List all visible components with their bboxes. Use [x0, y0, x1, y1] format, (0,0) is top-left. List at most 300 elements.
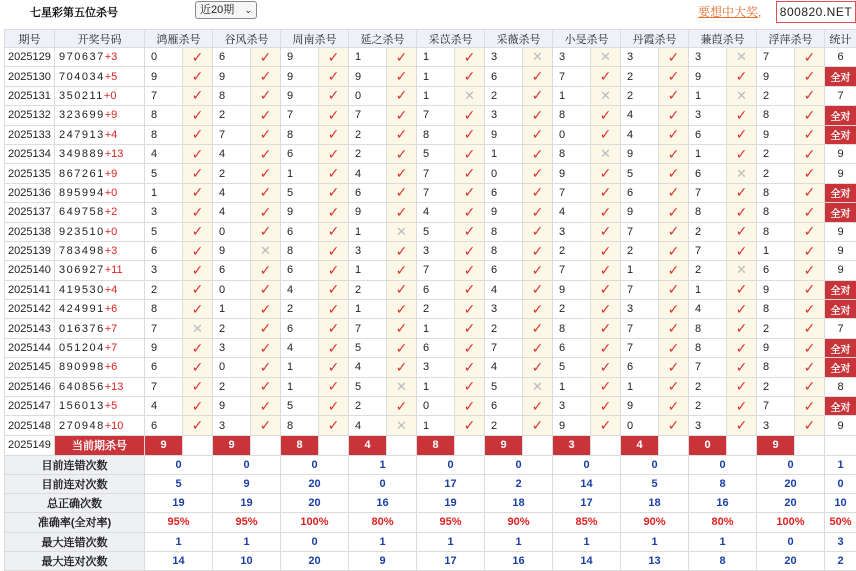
kill-value: 8: [757, 300, 795, 319]
kill-value: 8: [553, 319, 591, 338]
result-mark: [659, 280, 689, 299]
period-cell: 2025148: [5, 416, 55, 435]
kill-value: 5: [621, 164, 659, 183]
check-icon: ✓: [804, 146, 816, 162]
check-icon: ✓: [192, 281, 204, 297]
kill-value: 7: [757, 397, 795, 416]
kill-value: 0: [349, 86, 387, 105]
kill-value: 8: [417, 125, 455, 144]
kill-value: 7: [621, 222, 659, 241]
kill-value: 1: [417, 86, 455, 105]
kill-value: 5: [485, 377, 523, 396]
check-icon: ✓: [804, 301, 816, 317]
check-icon: ✓: [600, 184, 612, 200]
result-mark: [727, 106, 757, 125]
numbers-cell: [55, 164, 145, 183]
check-icon: ✓: [464, 398, 476, 414]
result-mark: [659, 86, 689, 105]
kill-value: 8: [485, 241, 523, 260]
result-mark: [591, 203, 621, 222]
check-icon: ✓: [600, 223, 612, 239]
check-icon: ✓: [804, 378, 816, 394]
numbers-cell: [55, 397, 145, 416]
check-icon: ✓: [804, 417, 816, 433]
check-icon: ✓: [600, 165, 612, 181]
result-mark: [659, 125, 689, 144]
cross-icon: ✕: [260, 243, 271, 258]
check-icon: ✓: [192, 49, 204, 65]
result-mark: [251, 261, 281, 280]
kill-value: 6: [281, 319, 319, 338]
result-mark: [727, 86, 757, 105]
kill-value: 5: [417, 222, 455, 241]
check-icon: ✓: [396, 243, 408, 259]
kill-value: 3: [485, 300, 523, 319]
result-mark: [659, 144, 689, 163]
result-mark: [523, 377, 553, 396]
promo-link[interactable]: 要想中大奖,: [698, 3, 761, 20]
check-icon: ✓: [192, 378, 204, 394]
check-icon: ✓: [668, 223, 680, 239]
numbers-cell: [55, 261, 145, 280]
period-cell: 2025134: [5, 144, 55, 163]
result-mark: [591, 397, 621, 416]
kill-value: 6: [281, 222, 319, 241]
sum-span: +7: [105, 342, 118, 354]
period-cell: 2025129: [5, 48, 55, 67]
stat-value: 100%: [757, 513, 825, 532]
winning-numbers: 704034: [59, 71, 105, 83]
result-mark: [319, 164, 349, 183]
check-icon: ✓: [328, 107, 340, 123]
check-icon: ✓: [668, 262, 680, 278]
check-icon: ✓: [192, 165, 204, 181]
stat-label: 目前连对次数: [5, 475, 145, 494]
kill-value: 2: [349, 125, 387, 144]
check-icon: ✓: [804, 126, 816, 142]
result-mark: [319, 377, 349, 396]
winning-numbers: 640856: [59, 381, 105, 393]
stat-value: 0: [621, 455, 689, 474]
kill-value: 2: [281, 300, 319, 319]
stat-value: 19: [213, 494, 281, 513]
numbers-cell: [55, 106, 145, 125]
result-mark: [659, 203, 689, 222]
stat-total: 0: [825, 475, 856, 494]
kill-value: 9: [621, 203, 659, 222]
kill-value: 9: [689, 67, 727, 86]
check-icon: ✓: [192, 184, 204, 200]
kill-value: 1: [349, 48, 387, 67]
result-mark: [727, 377, 757, 396]
check-icon: ✓: [260, 146, 272, 162]
kill-value: 2: [349, 144, 387, 163]
result-mark: [183, 183, 213, 202]
result-mark: [659, 241, 689, 260]
check-icon: ✓: [464, 165, 476, 181]
kill-value: 9: [213, 67, 251, 86]
period-cell: 2025144: [5, 338, 55, 357]
period-cell: 2025145: [5, 358, 55, 377]
result-mark: [183, 222, 213, 241]
result-mark: [523, 203, 553, 222]
kill-value: 1: [281, 358, 319, 377]
kill-value: 2: [213, 106, 251, 125]
stats-cell: 全对: [825, 67, 856, 86]
kill-value: 4: [485, 280, 523, 299]
stats-cell: 7: [825, 86, 856, 105]
result-mark: [727, 203, 757, 222]
result-mark: [387, 144, 417, 163]
result-mark: [795, 86, 825, 105]
sum-span: +2: [105, 206, 118, 218]
page-title: 七星彩第五位杀号: [30, 4, 118, 20]
kill-value: 4: [213, 183, 251, 202]
kill-value: 2: [621, 67, 659, 86]
check-icon: ✓: [532, 165, 544, 181]
stat-value: 1: [349, 532, 417, 551]
stat-value: 95%: [213, 513, 281, 532]
table-row: [5, 183, 856, 202]
kill-value: 7: [689, 183, 727, 202]
kill-value: 9: [553, 280, 591, 299]
kill-value: 4: [689, 300, 727, 319]
check-icon: ✓: [600, 204, 612, 220]
kill-value: 1: [349, 222, 387, 241]
check-icon: ✓: [668, 204, 680, 220]
result-mark: [795, 319, 825, 338]
kill-value: 9: [485, 125, 523, 144]
kill-value: 3: [349, 241, 387, 260]
col-expert: 采苡杀号: [417, 30, 485, 48]
kill-value: 1: [553, 377, 591, 396]
col-numbers: 开奖号码: [55, 30, 145, 48]
kill-value: 1: [417, 416, 455, 435]
kill-value: 4: [281, 280, 319, 299]
result-mark: [319, 358, 349, 377]
stat-row: [5, 513, 856, 532]
result-mark: [523, 300, 553, 319]
check-icon: ✓: [804, 184, 816, 200]
result-mark: [183, 144, 213, 163]
check-icon: ✓: [464, 320, 476, 336]
stat-value: 1: [145, 532, 213, 551]
check-icon: ✓: [192, 146, 204, 162]
stat-value: 20: [757, 475, 825, 494]
result-mark: [455, 183, 485, 202]
result-mark: [387, 164, 417, 183]
stat-value: 20: [281, 551, 349, 570]
check-icon: ✓: [804, 87, 816, 103]
winning-numbers: 156013: [59, 400, 105, 412]
check-icon: ✓: [736, 223, 748, 239]
result-mark: [183, 241, 213, 260]
check-icon: ✓: [668, 184, 680, 200]
kill-value: 4: [417, 203, 455, 222]
numbers-cell: [55, 144, 145, 163]
result-mark: [659, 106, 689, 125]
kill-value: 6: [621, 358, 659, 377]
result-mark: [183, 125, 213, 144]
check-icon: ✓: [396, 398, 408, 414]
stat-value: 20: [757, 494, 825, 513]
kill-value: 8: [689, 319, 727, 338]
kill-value: 8: [757, 222, 795, 241]
result-mark: [659, 164, 689, 183]
check-icon: ✓: [532, 243, 544, 259]
result-mark: [183, 300, 213, 319]
blank-cell: [591, 435, 621, 455]
numbers-cell: [55, 125, 145, 144]
result-mark: [659, 300, 689, 319]
kill-value: 3: [417, 241, 455, 260]
check-icon: ✓: [464, 107, 476, 123]
stat-value: 16: [349, 494, 417, 513]
check-icon: ✓: [464, 184, 476, 200]
current-kill-value: 4: [349, 435, 387, 455]
table-row: [5, 261, 856, 280]
sum-span: +9: [105, 168, 118, 180]
stat-value: 8: [689, 551, 757, 570]
kill-value: 6: [281, 144, 319, 163]
result-mark: [727, 164, 757, 183]
result-mark: [591, 338, 621, 357]
top-bar: [0, 0, 856, 24]
period-range-select[interactable]: [195, 1, 257, 19]
kill-value: 6: [689, 164, 727, 183]
result-mark: [183, 203, 213, 222]
chevron-down-icon: ⌄: [244, 2, 252, 18]
kill-value: 2: [553, 241, 591, 260]
stat-value: 20: [757, 551, 825, 570]
stat-label: 最大连对次数: [5, 551, 145, 570]
result-mark: [319, 203, 349, 222]
check-icon: ✓: [260, 378, 272, 394]
check-icon: ✓: [260, 320, 272, 336]
stat-value: 0: [349, 475, 417, 494]
result-mark: [183, 48, 213, 67]
period-cell: 2025132: [5, 106, 55, 125]
period-range-value: 近20期: [200, 4, 234, 16]
stat-value: 1: [417, 532, 485, 551]
result-mark: [319, 338, 349, 357]
period-cell: 2025138: [5, 222, 55, 241]
check-icon: ✓: [532, 281, 544, 297]
result-mark: [591, 86, 621, 105]
stat-value: 95%: [145, 513, 213, 532]
check-icon: ✓: [736, 126, 748, 142]
check-icon: ✓: [328, 87, 340, 103]
sum-span: +0: [105, 187, 118, 199]
check-icon: ✓: [532, 126, 544, 142]
result-mark: [183, 67, 213, 86]
kill-value: 2: [757, 319, 795, 338]
result-mark: [387, 280, 417, 299]
numbers-cell: [55, 338, 145, 357]
result-mark: [387, 48, 417, 67]
kill-value: 9: [757, 67, 795, 86]
result-mark: [251, 358, 281, 377]
kill-value: 2: [213, 377, 251, 396]
check-icon: ✓: [804, 223, 816, 239]
result-mark: [795, 358, 825, 377]
table-row: [5, 338, 856, 357]
result-mark: [523, 261, 553, 280]
kill-value: 8: [145, 106, 183, 125]
check-icon: ✓: [396, 204, 408, 220]
kill-value: 3: [553, 48, 591, 67]
blank-cell: [727, 435, 757, 455]
stats-cell: 全对: [825, 397, 856, 416]
result-mark: [455, 300, 485, 319]
kill-value: 7: [621, 338, 659, 357]
check-icon: ✓: [668, 359, 680, 375]
sum-span: +13: [105, 381, 124, 393]
check-icon: ✓: [192, 204, 204, 220]
blank-cell: [183, 435, 213, 455]
result-mark: [387, 241, 417, 260]
result-mark: [727, 48, 757, 67]
result-mark: [659, 261, 689, 280]
result-mark: [659, 67, 689, 86]
kill-value: 7: [417, 183, 455, 202]
stat-label: 目前连错次数: [5, 455, 145, 474]
kill-value: 7: [349, 106, 387, 125]
stat-value: 90%: [621, 513, 689, 532]
site-badge[interactable]: 800820.NET: [776, 1, 856, 23]
check-icon: ✓: [804, 204, 816, 220]
kill-value: 7: [553, 67, 591, 86]
kill-value: 9: [757, 338, 795, 357]
result-mark: [319, 300, 349, 319]
check-icon: ✓: [328, 301, 340, 317]
result-mark: [319, 280, 349, 299]
kill-value: 6: [757, 261, 795, 280]
stat-row: [5, 455, 856, 474]
stat-total: 2: [825, 551, 856, 570]
check-icon: ✓: [668, 378, 680, 394]
stat-value: 8: [689, 475, 757, 494]
winning-numbers: 424991: [59, 303, 105, 315]
check-icon: ✓: [600, 126, 612, 142]
result-mark: [659, 377, 689, 396]
check-icon: ✓: [804, 165, 816, 181]
result-mark: [727, 144, 757, 163]
col-period: 期号: [5, 30, 55, 48]
check-icon: ✓: [260, 107, 272, 123]
check-icon: ✓: [328, 320, 340, 336]
result-mark: [727, 300, 757, 319]
result-mark: [319, 416, 349, 435]
result-mark: [727, 358, 757, 377]
numbers-cell: [55, 222, 145, 241]
kill-value: 2: [145, 280, 183, 299]
result-mark: [523, 397, 553, 416]
result-mark: [251, 416, 281, 435]
check-icon: ✓: [668, 49, 680, 65]
kill-value: 7: [689, 358, 727, 377]
winning-numbers: 649758: [59, 206, 105, 218]
result-mark: [591, 48, 621, 67]
check-icon: ✓: [328, 223, 340, 239]
result-mark: [251, 106, 281, 125]
result-mark: [523, 183, 553, 202]
result-mark: [455, 377, 485, 396]
check-icon: ✓: [736, 146, 748, 162]
result-mark: [659, 416, 689, 435]
check-icon: ✓: [192, 243, 204, 259]
result-mark: [319, 319, 349, 338]
kill-value: 3: [145, 203, 183, 222]
numbers-cell: [55, 241, 145, 260]
kill-value: 1: [281, 377, 319, 396]
result-mark: [523, 144, 553, 163]
kill-value: 6: [621, 183, 659, 202]
check-icon: ✓: [532, 262, 544, 278]
kill-value: 7: [553, 261, 591, 280]
check-icon: ✓: [668, 146, 680, 162]
stat-value: 17: [553, 494, 621, 513]
stat-row: [5, 494, 856, 513]
check-icon: ✓: [192, 87, 204, 103]
period-cell: 2025146: [5, 377, 55, 396]
check-icon: ✓: [260, 359, 272, 375]
result-mark: [795, 280, 825, 299]
cross-icon: ✕: [532, 49, 543, 64]
stats-cell: 9: [825, 416, 856, 435]
result-mark: [455, 397, 485, 416]
kill-value: 7: [145, 319, 183, 338]
check-icon: ✓: [328, 262, 340, 278]
stats-cell: 全对: [825, 338, 856, 357]
kill-value: 6: [485, 67, 523, 86]
stat-value: 90%: [485, 513, 553, 532]
current-period-row: [5, 435, 856, 455]
kill-value: 7: [281, 106, 319, 125]
check-icon: ✓: [736, 243, 748, 259]
result-mark: [795, 164, 825, 183]
stat-value: 1: [349, 455, 417, 474]
kill-value: 0: [213, 280, 251, 299]
stat-value: 0: [757, 455, 825, 474]
result-mark: [319, 261, 349, 280]
numbers-cell: [55, 203, 145, 222]
check-icon: ✓: [668, 301, 680, 317]
result-mark: [183, 261, 213, 280]
stat-value: 16: [689, 494, 757, 513]
kill-value: 1: [145, 183, 183, 202]
stat-label: 总正确次数: [5, 494, 145, 513]
result-mark: [727, 67, 757, 86]
kill-value: 4: [621, 106, 659, 125]
stat-value: 10: [213, 551, 281, 570]
result-mark: [387, 416, 417, 435]
period-cell: 2025143: [5, 319, 55, 338]
check-icon: ✓: [260, 68, 272, 84]
winning-numbers: 890998: [59, 361, 105, 373]
sum-span: +4: [105, 284, 118, 296]
kill-value: 5: [145, 222, 183, 241]
result-mark: [319, 222, 349, 241]
result-mark: [251, 222, 281, 241]
result-mark: [455, 241, 485, 260]
check-icon: ✓: [464, 281, 476, 297]
table-row: [5, 67, 856, 86]
kill-value: 3: [689, 416, 727, 435]
kill-value: 9: [553, 164, 591, 183]
check-icon: ✓: [600, 68, 612, 84]
kill-value: 2: [417, 300, 455, 319]
